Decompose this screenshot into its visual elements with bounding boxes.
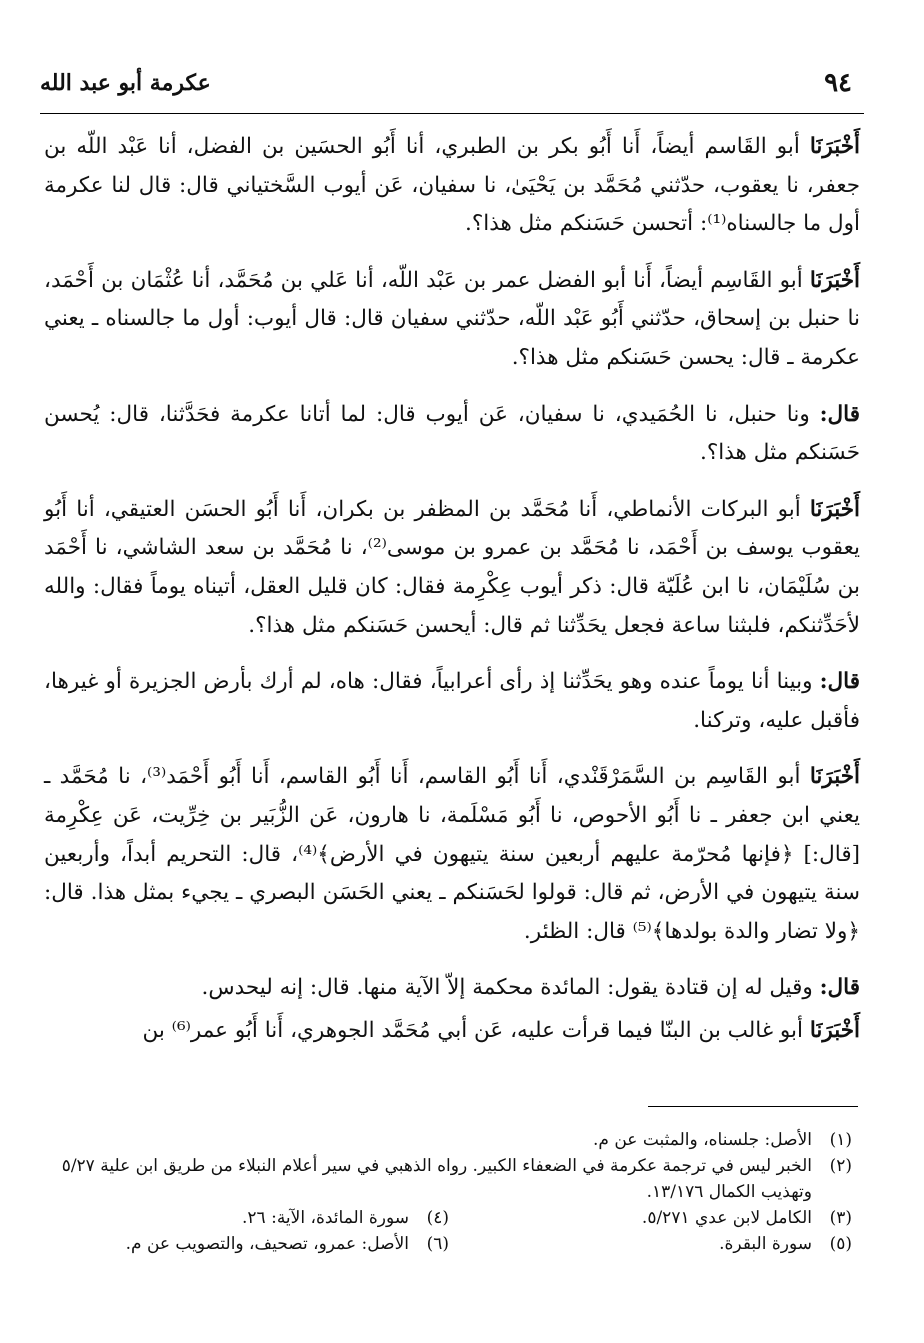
paragraph	[44, 1012, 860, 1051]
paragraph-text: أبو القَاسِم بن السَّمَرْقَنْدي، أَنا أَبُو القاسم، أَنا أَبُو القاسم، أَنا أَبُو أَحْمَد⁽³⁾، نا مُحَمَّد ـ يعني ابن جعفر ـ نا أَبُو الأحوص، نا أَبُو مَسْلَمة، نا هارون، عَن الزُّبَير بن خِرِّيت، عَن عِكْرِمة [قال:] ﴿فإنها مُحرّمة عليهم أربعين سنة يتيهون في الأرض﴾⁽⁴⁾، قال: التحريم أبداً، وأربعين سنة يتيهون في الأرض، ثم قال: قولوا لحَسَنكم ـ يعني الحَسَن البصري ـ يجيء بمثل هذا. قال: ﴿ولا تضار والدة بولدها﴾⁽⁵⁾ قال: الظئر.	[44, 764, 860, 944]
main-text	[44, 128, 860, 1068]
footnote-text: الكامل لابن عدي ٥/٢٧١.	[641, 1208, 812, 1228]
paragraph	[44, 663, 860, 740]
footnote-text: الأصل: جلسناه، والمثبت عن م.	[593, 1130, 812, 1150]
footnote-number: (٢)	[829, 1156, 852, 1176]
paragraph-lead: قال:	[819, 669, 860, 695]
footnote-number: (٥)	[829, 1234, 852, 1254]
paragraph-text: أبو القَاسِم أيضاً، أَنا أبو الفضل عمر بن عَبْد اللّه، أنا عَلي بن مُحَمَّد، أنا عُثْمَان بن أَحْمَد، نا حنبل بن إسحاق، حدّثني أَبُو عَبْد اللّه، حدّثني سفيان قال: قال أيوب: أول ما جالسناه ـ يعني عكرمة ـ قال: يحسن حَسَنكم مثل هذا؟.	[44, 267, 860, 370]
footnote-number: (١)	[829, 1130, 852, 1150]
paragraph	[44, 969, 860, 1008]
footnote	[46, 1127, 852, 1153]
footnote-text: سورة البقرة.	[719, 1234, 812, 1254]
footnote-row	[46, 1205, 852, 1231]
paragraph-lead: أَخْبَرَنَا	[809, 134, 860, 159]
footnote-number: (٦)	[426, 1234, 449, 1254]
paragraph-text: أبو البركات الأنماطي، أَنا مُحَمَّد بن المظفر بن بكران، أَنا أَبُو الحسَن العتيقي، أنا أَبُو يعقوب يوسف بن أَحْمَد، نا مُحَمَّد بن عمرو بن موسى⁽²⁾، نا مُحَمَّد بن سعد الشاشي، نا أَحْمَد بن سُلَيْمَان، نا ابن عُلَيّة قال: ذكر أيوب عِكْرِمة فقال: كان قليل العقل، أتيناه يوماً فقال: والله لأحَدِّثنكم، فلبثنا ساعة فجعل يحَدِّثنا ثم قال: أيحسن حَسَنكم مثل هذا؟.	[44, 496, 861, 638]
footnote-number: (٣)	[829, 1208, 852, 1228]
paragraph-lead: قال:	[819, 975, 860, 1001]
paragraph-lead: قال:	[819, 401, 860, 427]
paragraph	[44, 758, 860, 951]
paragraph-text: وبينا أنا يوماً عنده وهو يحَدِّثنا إذ رأى أعرابياً، فقال: هاه، لم أرك بأرض الجزيرة أو غيرها، فأقبل عليه، وتركنا.	[44, 669, 860, 733]
paragraph	[44, 262, 860, 378]
paragraph-text: ونا حنبل، نا الحُمَيدي، نا سفيان، عَن أيوب قال: لما أتانا عكرمة فحَدَّثنا، قال: يُحسن حَسَنكم مثل هذا؟.	[44, 401, 860, 466]
footnote-text: سورة المائدة، الآية: ٢٦.	[242, 1208, 409, 1228]
paragraph	[44, 491, 860, 645]
paragraph	[44, 128, 860, 244]
paragraph-lead: أَخْبَرَنَا	[809, 764, 860, 790]
footnote-text: الخبر ليس في ترجمة عكرمة في الضعفاء الكبير. رواه الذهبي في سير أعلام النبلاء من طريق ابن علية ٥/٢٧ وتهذيب الكمال ١٣/١٧٦.	[61, 1156, 812, 1202]
footnote	[46, 1205, 449, 1231]
paragraph-lead: أَخْبَرَنَا	[809, 267, 860, 293]
page-number: ٩٤	[824, 68, 852, 98]
page-header	[40, 68, 852, 112]
paragraph-text: أبو غالب بن البنّا فيما قرأت عليه، عَن أبي مُحَمَّد الجوهري، أَنا أَبُو عمر⁽⁶⁾ بن	[142, 1017, 810, 1043]
footnote	[449, 1205, 852, 1231]
running-title: عكرمة أبو عبد الله	[40, 70, 211, 96]
footnote-text: الأصل: عمرو، تصحيف، والتصويب عن م.	[125, 1234, 409, 1254]
footnote-row	[46, 1231, 852, 1257]
footnote	[449, 1231, 852, 1257]
footnotes	[46, 1127, 852, 1257]
paragraph-text: وقيل له إن قتادة يقول: المائدة محكمة إلاّ الآية منها. قال: إنه ليحدس.	[201, 975, 820, 1001]
footnote	[46, 1153, 852, 1205]
footnote-rule	[648, 1106, 858, 1107]
footnote	[46, 1231, 449, 1257]
footnote-number: (٤)	[426, 1208, 449, 1228]
paragraph	[44, 396, 860, 473]
header-rule	[40, 113, 864, 114]
paragraph-lead: أَخْبَرَنَا	[809, 496, 860, 522]
paragraph-text: أبو القَاسم أيضاً، أَنا أَبُو بكر بن الطبري، أنا أَبُو الحسَين بن الفضل، أنا عَبْد اللّه بن جعفر، نا يعقوب، حدّثني مُحَمَّد بن يَحْيَىٰ، نا سفيان، عَن أيوب السَّختياني قال: قال لنا عكرمة أول ما جالسناه⁽¹⁾: أتحسن حَسَنكم مثل هذا؟.	[44, 134, 860, 237]
paragraph-lead: أَخْبَرَنَا	[809, 1017, 860, 1043]
